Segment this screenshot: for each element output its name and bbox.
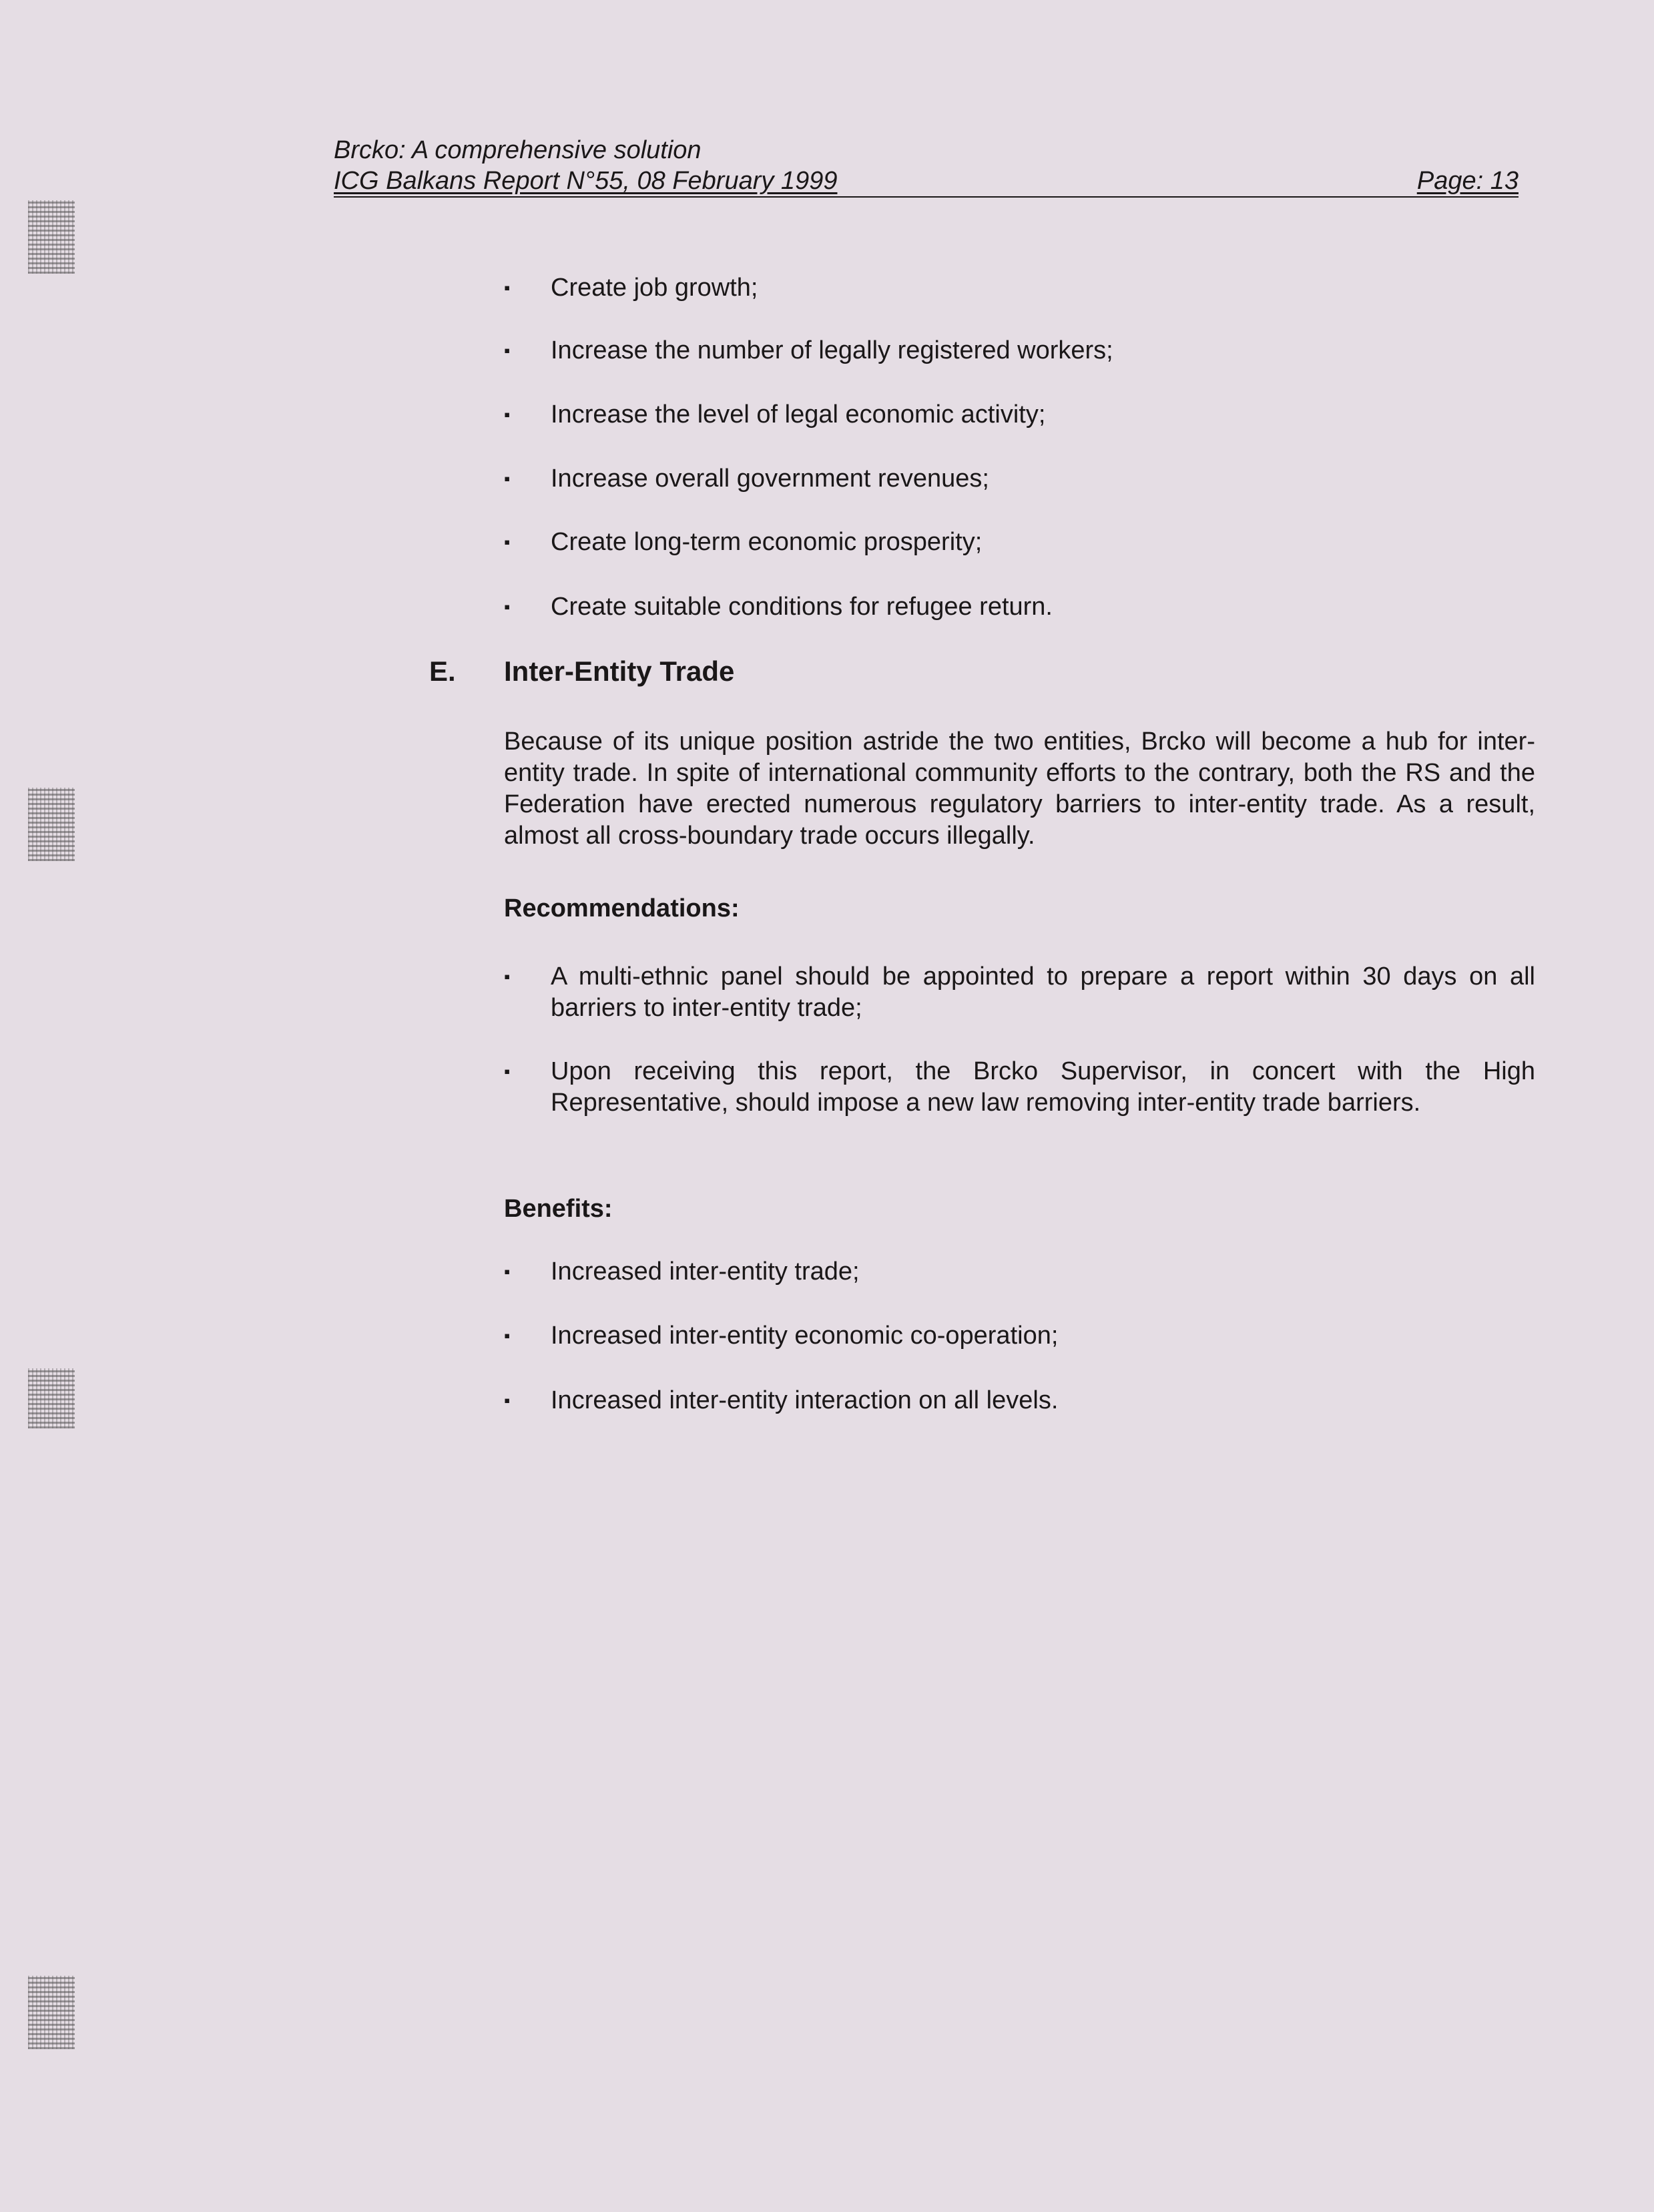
recommendations-heading: Recommendations: <box>504 894 740 922</box>
bullet-icon: ▪ <box>504 340 511 360</box>
bullet-icon: ▪ <box>504 597 511 617</box>
header-title: Brcko: A comprehensive solution <box>334 136 702 164</box>
scan-artifact <box>28 1976 75 2049</box>
bullet-icon: ▪ <box>504 1061 511 1081</box>
list-item: ▪ Create suitable conditions for refugee return. <box>504 591 1535 623</box>
page-header <box>334 135 1519 198</box>
section-paragraph: Because of its unique position astride the two entities, Brcko will become a hub for inter-entity trade. In spite of international community efforts to the contrary, both the RS and the Federation have erected numerous regulatory barriers to inter-entity trade. As a result, almost all cross-boundary trade occurs illegally. <box>504 728 1535 850</box>
bullet-icon: ▪ <box>504 532 511 552</box>
bullet-icon: ▪ <box>504 278 511 298</box>
list-item: ▪ Upon receiving this report, the Brcko Supervisor, in concert with the High Representative, should impose a new law removing inter-entity trade barriers. <box>504 1056 1535 1119</box>
list-item: ▪ Increase the level of legal economic activity; <box>504 399 1535 431</box>
header-rule <box>334 166 1519 198</box>
list-item: ▪ Increase the number of legally registered workers; <box>504 335 1535 366</box>
bullet-icon: ▪ <box>504 1326 511 1346</box>
list-item: ▪ Create job growth; <box>504 272 1535 304</box>
list-item: ▪ Increased inter-entity interaction on all levels. <box>504 1385 1535 1416</box>
bullet-icon: ▪ <box>504 469 511 489</box>
header-report: ICG Balkans Report N°55, 08 February 1999 <box>334 167 838 195</box>
bullet-icon: ▪ <box>504 1390 511 1410</box>
bullet-icon: ▪ <box>504 966 511 987</box>
header-page-number: Page: 13 <box>1416 167 1519 195</box>
section-title: Inter-Entity Trade <box>504 655 735 687</box>
scan-artifact <box>28 788 75 861</box>
list-item: ▪ Increased inter-entity trade; <box>504 1256 1535 1288</box>
list-item: ▪ Create long-term economic prosperity; <box>504 527 1535 558</box>
list-item: ▪ Increase overall government revenues; <box>504 463 1535 495</box>
bullet-icon: ▪ <box>504 1262 511 1282</box>
benefits-heading: Benefits: <box>504 1195 613 1223</box>
scan-artifact <box>28 1368 75 1428</box>
section-letter: E. <box>429 655 456 687</box>
bullet-icon: ▪ <box>504 404 511 425</box>
list-item: ▪ A multi-ethnic panel should be appointed to prepare a report within 30 days on all barriers to inter-entity trade; <box>504 961 1535 1024</box>
scan-artifact <box>28 200 75 274</box>
list-item: ▪ Increased inter-entity economic co-operation; <box>504 1320 1535 1352</box>
